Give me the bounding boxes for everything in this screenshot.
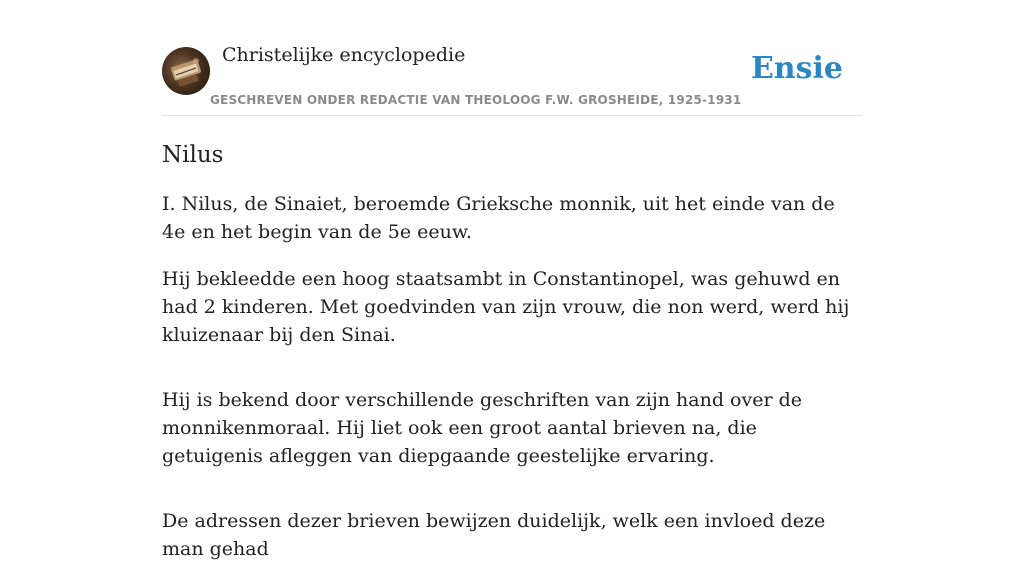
source-title[interactable]: Christelijke encyclopedie bbox=[222, 44, 466, 66]
brand-logo-link[interactable]: Ensie bbox=[750, 51, 843, 86]
article-paragraph-4: De adressen dezer brieven bewijzen duidelijk, welk een invloed deze man gehad bbox=[162, 510, 826, 560]
article-paragraph-3: Hij is bekend door verschillende geschriften van zijn hand over de monnikenmoraal. Hij liet ook een groot aantal brieven na, die getuigenis afleggen van diepgaande geestelijke ervaring. bbox=[162, 389, 802, 467]
source-subtitle: GESCHREVEN ONDER REDACTIE VAN THEOLOOG F.W. GROSHEIDE, 1925-1931 bbox=[210, 93, 742, 107]
site-header bbox=[162, 0, 862, 116]
source-avatar[interactable] bbox=[162, 47, 210, 95]
article-paragraph-2: Hij bekleedde een hoog staatsambt in Constantinopel, was gehuwd en had 2 kinderen. Met goedvinden van zijn vrouw, die non werd, werd hij kluizenaar bij den Sinai. bbox=[162, 268, 850, 346]
article-paragraph-1: I. Nilus, de Sinaiet, beroemde Grieksche monnik, uit het einde van de 4e en het begin van de 5e eeuw. bbox=[162, 193, 835, 243]
content-column bbox=[162, 0, 862, 582]
book-photo-icon bbox=[162, 47, 210, 95]
article-body bbox=[162, 190, 862, 563]
article-title: Nilus bbox=[162, 142, 224, 168]
